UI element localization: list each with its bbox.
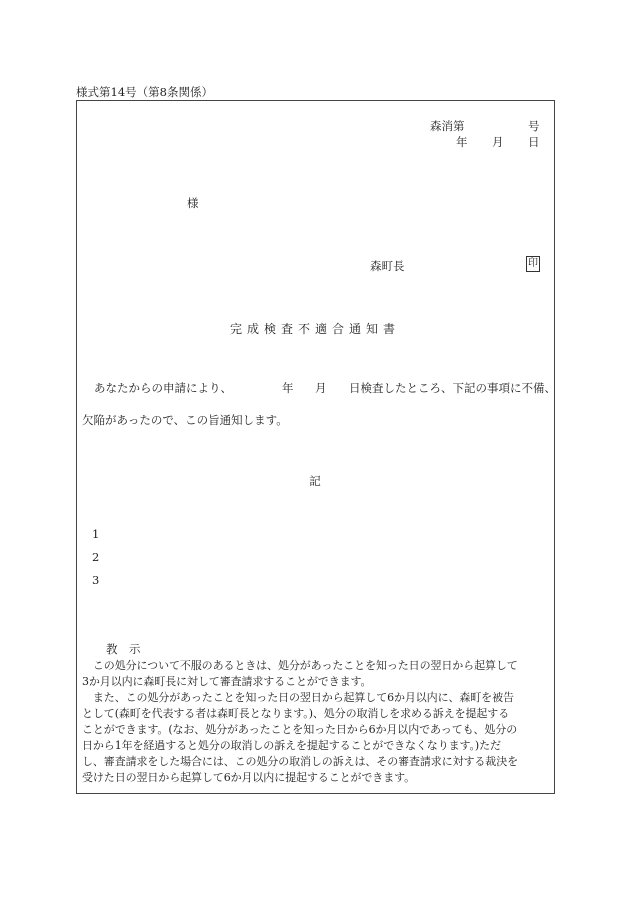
- instruction-heading: 教 示: [106, 642, 141, 656]
- date-year: 年: [456, 135, 468, 149]
- date-day: 日: [528, 135, 540, 149]
- instruction-line: し、審査請求をした場合には、この処分の取消しの訴えは、その審査請求に対する裁決を: [82, 755, 518, 768]
- body-text-part2: 日検査したところ、下記の事項に不備、: [349, 381, 556, 395]
- instruction-line: また、この処分があったことを知った日の翌日から起算して6か月以内に、森町を被告: [82, 691, 514, 704]
- item-number: 2: [92, 550, 100, 564]
- ki-heading: 記: [309, 474, 321, 488]
- form-label: 様式第14号（第8条関係）: [76, 85, 213, 99]
- issuer-name: 森町長: [370, 259, 405, 273]
- instruction-line: 3か月以内に森町長に対して審査請求することができます。: [82, 675, 372, 688]
- addressee-suffix: 様: [187, 196, 199, 210]
- instruction-line: ことができます。(なお、処分があったことを知った日から6か月以内であっても、処分の: [82, 723, 518, 736]
- body-month: 月: [315, 381, 327, 395]
- instruction-line: この処分について不服のあるときは、処分があったことを知った日の翌日から起算して: [82, 659, 518, 672]
- document-title: 完成検査不適合通知書: [229, 322, 400, 336]
- item-number: 3: [92, 573, 100, 587]
- date-month: 月: [492, 135, 504, 149]
- doc-number-prefix: 森消第: [430, 119, 465, 133]
- doc-number-suffix: 号: [528, 119, 540, 133]
- instruction-line: として(森町を代表する者は森町長となります。)、処分の取消しを求める訴えを提起する: [82, 707, 510, 720]
- body-year: 年: [282, 381, 294, 395]
- seal-mark: 印: [526, 256, 540, 272]
- body-text-part1: あなたからの申請により、: [94, 381, 232, 395]
- body-text-line2: 欠陥があったので、この旨通知します。: [82, 413, 288, 427]
- instruction-line: 日から1年を経過すると処分の取消しの訴えを提起することができなくなります。)ただ: [82, 739, 501, 752]
- item-number: 1: [92, 527, 100, 541]
- instruction-line: 受けた日の翌日から起算して6か月以内に提起することができます。: [82, 771, 416, 784]
